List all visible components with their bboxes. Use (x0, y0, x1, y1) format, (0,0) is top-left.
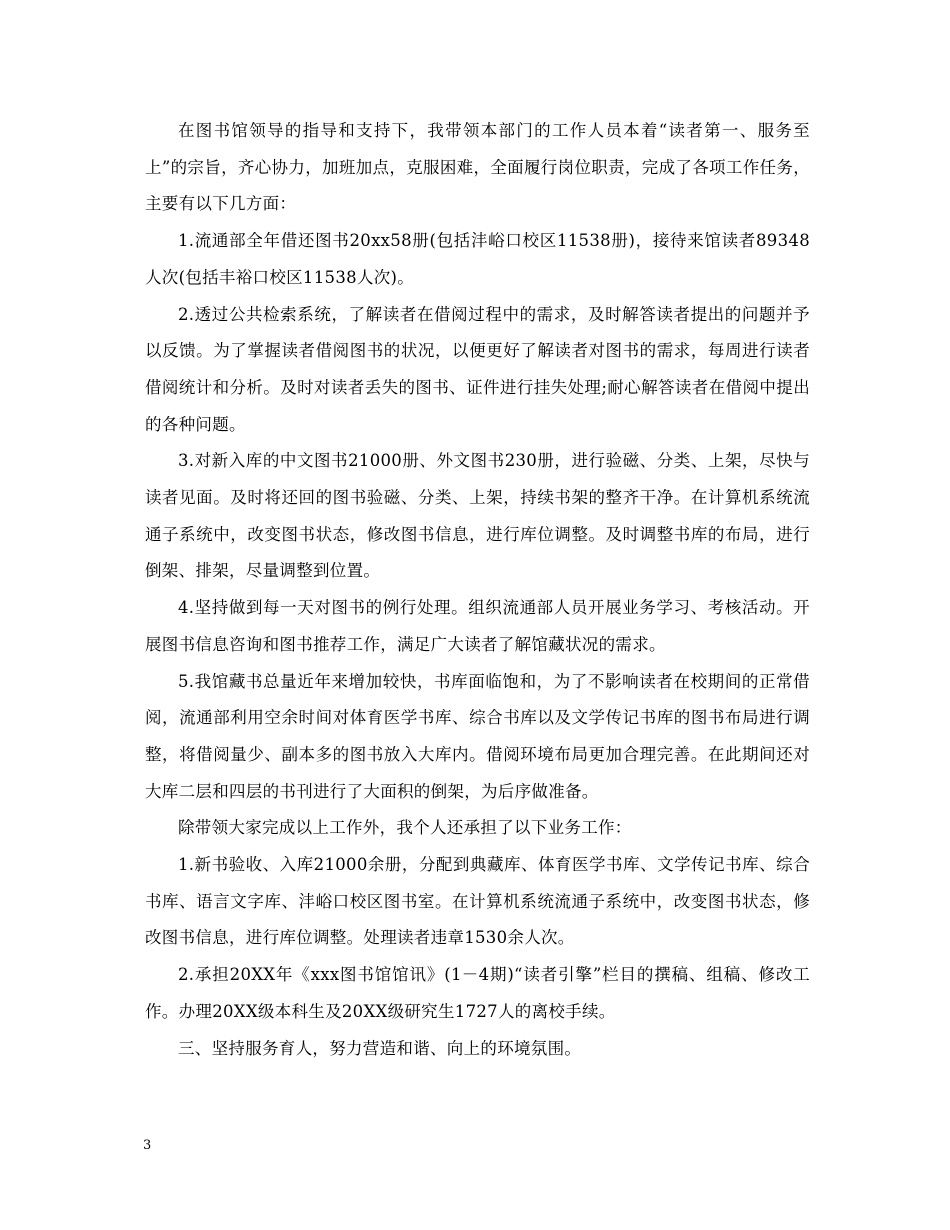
paragraph-section-heading: 三、坚持服务育人，努力营造和谐、向上的环境氛围。 (178, 1038, 582, 1058)
paragraph-personal-item-1: 1.新书验收、入库21000余册，分配到典藏库、体育医学书库、文学传记书库、综合书库、语言文字库、沣峪口校区图书室。在计算机系统流通子系统中，改变图书状态，修改图书信息，进行库位调整。处理读者违章1530余人次。 (145, 855, 810, 948)
paragraph-item-1: 1.流通部全年借还图书20xx58册(包括沣峪口校区11538册)，接待来馆读者89348人次(包括丰裕口校区11538人次)。 (145, 231, 810, 287)
paragraph-item-5: 5.我馆藏书总量近年来增加较快，书库面临饱和，为了不影响读者在校期间的正常借阅，流通部利用空余时间对体育医学书库、综合书库以及文学传记书库的图书布局进行调整，将借阅量少、副本多的图书放入大库内。借阅环境布局更加合理完善。在此期间还对大库二层和四层的书刊进行了大面积的倒架，为后序做准备。 (145, 671, 810, 801)
paragraph-item-3: 3.对新入库的中文图书21000册、外文图书230册，进行验磁、分类、上架，尽快与读者见面。及时将还回的图书验磁、分类、上架，持续书架的整齐干净。在计算机系统流通子系统中，改变图书状态，修改图书信息，进行库位调整。及时调整书库的布局，进行倒架、排架，尽量调整到位置。 (145, 451, 810, 581)
page-number: 3 (143, 1138, 152, 1153)
paragraph-item-2: 2.透过公共检索系统，了解读者在借阅过程中的需求，及时解答读者提出的问题并予以反馈。为了掌握读者借阅图书的状况，以便更好了解读者对图书的需求，每周进行读者借阅统计和分析。及时对读者丢失的图书、证件进行挂失处理;耐心解答读者在借阅中提出的各种问题。 (145, 304, 810, 434)
paragraph-personal-item-2: 2.承担20XX年《xxx图书馆馆讯》(1－4期)“读者引擎”栏目的撰稿、组稿、修改工作。办理20XX级本科生及20XX级研究生1727人的离校手续。 (145, 965, 810, 1021)
paragraph-item-4: 4.坚持做到每一天对图书的例行处理。组织流通部人员开展业务学习、考核活动。开展图书信息咨询和图书推荐工作，满足广大读者了解馆藏状况的需求。 (145, 598, 810, 654)
paragraph-intro: 在图书馆领导的指导和支持下，我带领本部门的工作人员本着“读者第一、服务至上”的宗旨，齐心协力，加班加点，克服困难，全面履行岗位职责，完成了各项工作任务，主要有以下几方面： (145, 121, 810, 214)
document-body (145, 113, 810, 1067)
paragraph-personal-intro: 除带领大家完成以上工作外，我个人还承担了以下业务工作： (178, 818, 632, 838)
